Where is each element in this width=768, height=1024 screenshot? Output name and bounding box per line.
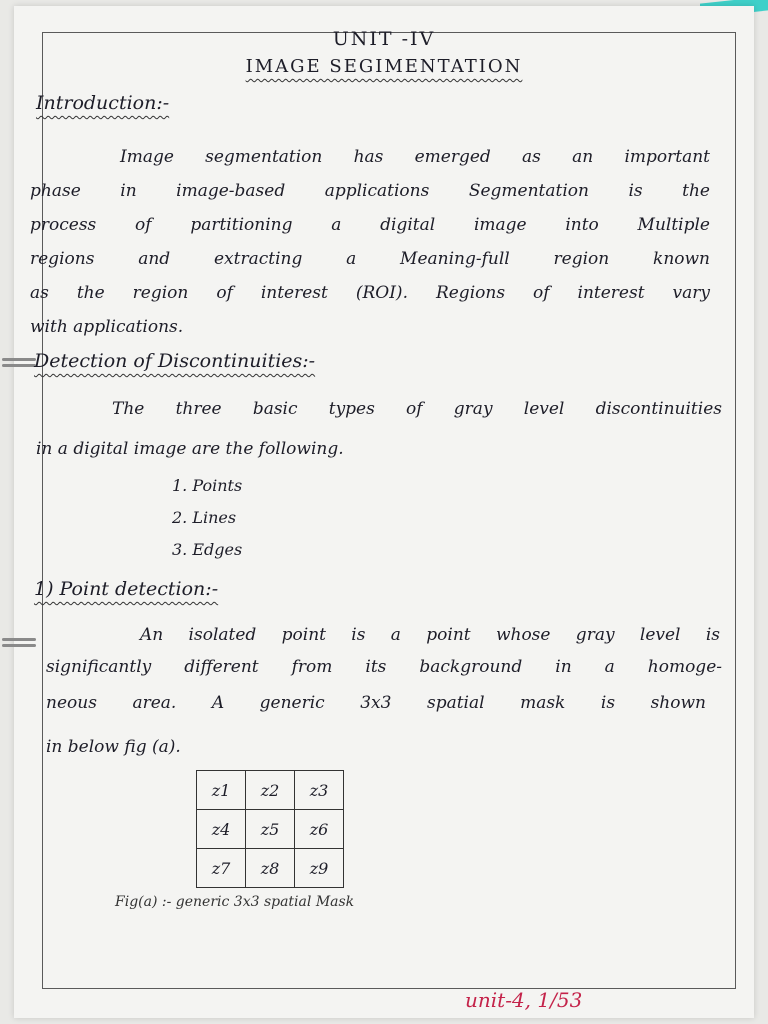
intro-line-2: phase in image-based applications Segmentation is the <box>30 181 710 201</box>
mask-cell: z6 <box>295 810 344 849</box>
discontinuities-line-2: in a digital image are the following. <box>36 439 344 459</box>
mask-cell: z1 <box>197 771 246 810</box>
discontinuities-heading <box>34 350 768 372</box>
intro-line-5: as the region of interest (ROI). Regions of interest vary <box>30 283 710 303</box>
point-detection-heading-text: 1) Point detection:- <box>34 578 219 600</box>
unit-title: UNIT -IV <box>332 28 436 50</box>
page-number: unit-4, 1/53 <box>465 988 583 1012</box>
page-title-text: IMAGE SEGIMENTATION <box>245 56 523 77</box>
intro-line-6: with applications. <box>30 317 184 337</box>
binder-ring-icon <box>0 356 36 372</box>
point-detection-heading <box>34 578 768 600</box>
list-item-edges: 3. Edges <box>172 540 243 559</box>
introduction-heading <box>36 92 768 114</box>
intro-line-1: Image segmentation has emerged as an important <box>120 147 710 167</box>
list-item-points: 1. Points <box>172 476 243 495</box>
point-line-2: significantly different from its background in a homoge- <box>46 657 722 677</box>
intro-line-4: regions and extracting a Meaning-full region known <box>30 249 710 269</box>
figure-caption: Fig(a) :- generic 3x3 spatial Mask <box>115 894 355 910</box>
discontinuities-line-1: The three basic types of gray level discontinuities <box>112 399 722 419</box>
mask-cell: z4 <box>197 810 246 849</box>
mask-cell: z3 <box>295 771 344 810</box>
list-item-lines: 2. Lines <box>172 508 237 527</box>
intro-line-3: process of partitioning a digital image into Multiple <box>30 215 710 235</box>
mask-cell: z5 <box>246 810 295 849</box>
binder-ring-icon <box>0 636 36 652</box>
mask-cell: z7 <box>197 849 246 888</box>
point-line-4: in below fig (a). <box>46 737 181 757</box>
mask-cell: z9 <box>295 849 344 888</box>
point-line-1: An isolated point is a point whose gray level is <box>140 625 720 645</box>
introduction-heading-text: Introduction:- <box>36 92 170 114</box>
point-line-3: neous area. A generic 3x3 spatial mask is shown <box>46 693 706 713</box>
spatial-mask-grid <box>196 770 344 888</box>
mask-cell: z8 <box>246 849 295 888</box>
discontinuities-heading-text: Detection of Discontinuities:- <box>34 350 316 372</box>
page-title <box>0 56 768 77</box>
mask-cell: z2 <box>246 771 295 810</box>
